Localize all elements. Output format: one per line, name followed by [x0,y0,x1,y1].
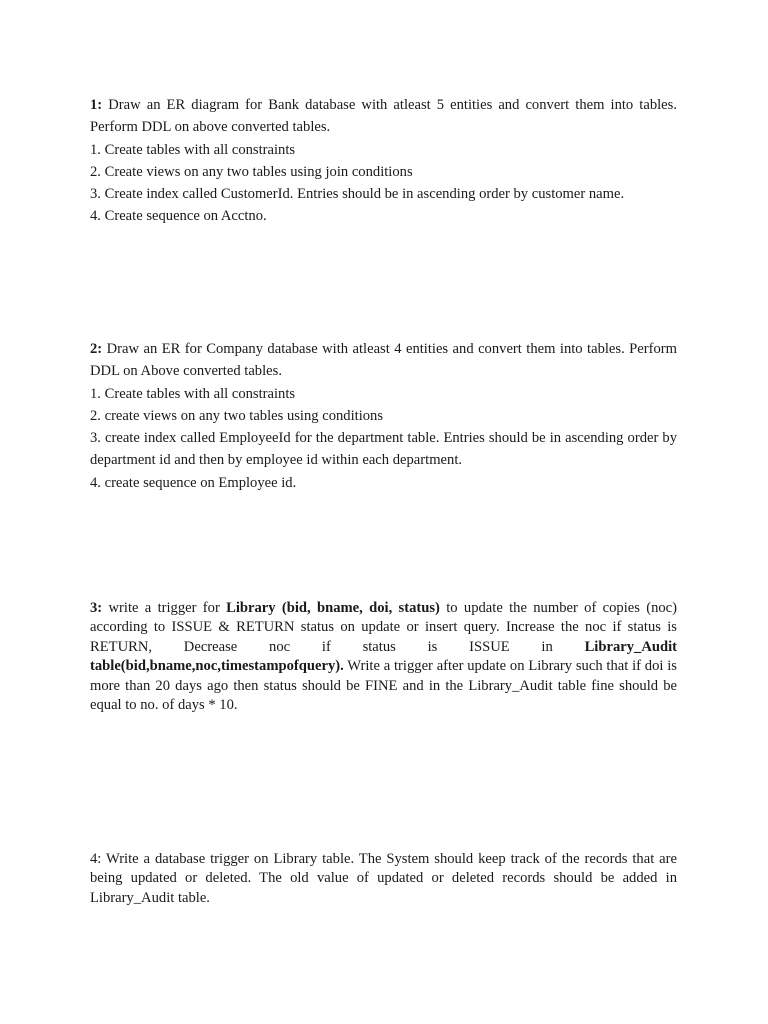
question-3-text-2: to update the number of copies (noc) according to ISSUE & RETURN status on update or insert query. Increase the noc if status is RETURN, Decrease noc if status is ISSUE in [90,600,678,655]
question-1-item-3: 3. Create index called CustomerId. Entries should be in ascending order by customer name. [90,186,625,203]
question-3-number: 3: [90,600,103,616]
question-1-intro-text: Draw an ER diagram for Bank database with atleast 5 entities and convert them into tables. Perform DDL on above converted tables. [90,97,677,136]
question-2-item-1: 1. Create tables with all constraints [90,385,296,402]
question-3-audit-schema: Library_Audit table(bid,bname,noc,timestampofquery). [90,638,677,675]
question-1 [90,94,677,228]
question-1-item-4: 4. Create sequence on Acctno. [90,208,267,225]
question-2-number: 2: [90,341,103,357]
question-1-item-2: 2. Create views on any two tables using join conditions [90,163,413,180]
question-1-number: 1: [90,97,103,113]
question-1-intro [90,94,677,139]
question-3 [90,599,677,715]
question-4 [90,850,677,908]
question-2-item-2: 2. create views on any two tables using conditions [90,407,384,424]
question-3-text-1: write a trigger for [102,600,227,616]
question-3-text-3: Write a trigger after update on Library such that if doi is more than 20 days ago then status should be FINE and in the Library_Audit table fine should be equal to no. of days * 10. [90,658,677,714]
question-3-library-schema: Library (bid, bname, doi, status) [226,600,440,616]
question-1-item-1: 1. Create tables with all constraints [90,141,296,158]
question-4-body: 4: Write a database trigger on Library table. The System should keep track of the records that are being updated or deleted. The old value of updated or deleted records should be added in Library_Audit table. [90,851,677,906]
question-2-intro-text: Draw an ER for Company database with atleast 4 entities and convert them into tables. Perform DDL on Above converted tables. [90,341,677,380]
question-2-item-4: 4. create sequence on Employee id. [90,474,297,491]
question-3-body [90,599,677,715]
question-2-item-3: 3. create index called EmployeeId for the department table. Entries should be in ascending order by department id and then by employee id within each department. [90,430,677,469]
question-2-intro [90,338,677,383]
question-2 [90,338,677,494]
